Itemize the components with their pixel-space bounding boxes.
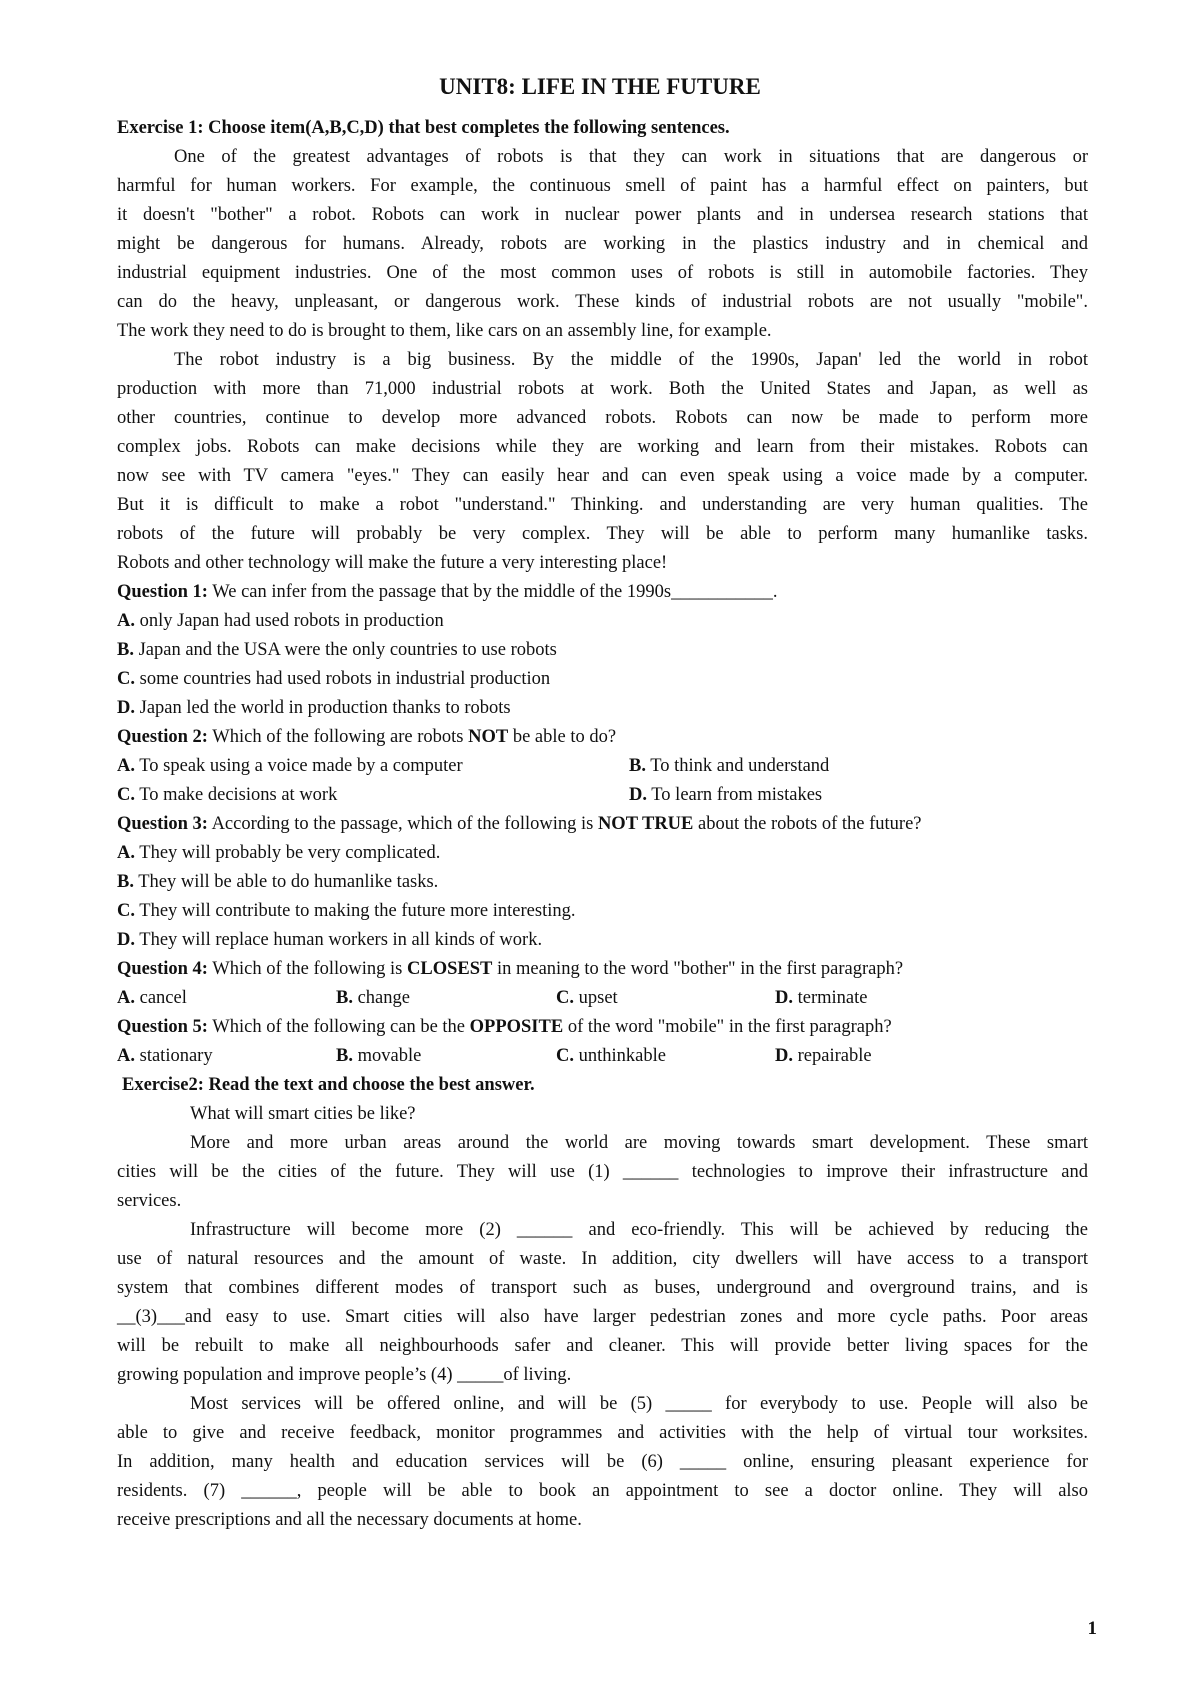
text-line: industrial equipment industries. One of the most common uses of robots is still in automobile factories. They [117,263,1088,283]
question-4: Question 4: Which of the following is CLOSEST in meaning to the word "bother" in the first paragraph? [117,959,904,979]
option-a: A. only Japan had used robots in production [117,611,444,631]
page-title: UNIT8: LIFE IN THE FUTURE [439,74,761,99]
text-line: system that combines different modes of transport such as buses, underground and overground trains, and is [117,1278,1088,1298]
ex2-paragraph-2 [117,1216,1088,1390]
question-5: Question 5: Which of the following can be the OPPOSITE of the word "mobile" in the first paragraph? [117,1017,892,1037]
option-d: D. repairable [775,1046,872,1066]
options-row [117,752,1088,781]
text-line: The robot industry is a big business. By the middle of the 1990s, Japan' led the world in robot [174,350,1088,370]
option-b: B. Japan and the USA were the only countries to use robots [117,640,557,660]
text-line: now see with TV camera "eyes." They can easily hear and can even speak using a voice made by a computer. [117,466,1088,486]
text-line: __(3)___and easy to use. Smart cities will also have larger pedestrian zones and more cycle paths. Poor areas [117,1307,1088,1327]
option-d: D. terminate [775,988,868,1008]
page-number: 1 [1087,1618,1097,1639]
question-2: Question 2: Which of the following are robots NOT be able to do? [117,727,617,747]
exercise-1-heading: Exercise 1: Choose item(A,B,C,D) that best completes the following sentences. [117,118,730,138]
question-3: Question 3: According to the passage, which of the following is NOT TRUE about the robots of the future? [117,814,922,834]
text-line: robots of the future will probably be very complex. They will be able to perform many humanlike tasks. [117,524,1088,544]
content [117,114,1088,1535]
option-a: A. They will probably be very complicated. [117,843,441,863]
question-1: Question 1: We can infer from the passage that by the middle of the 1990s___________. [117,582,778,602]
ex2-paragraph-3 [117,1390,1088,1535]
text-line: production with more than 71,000 industrial robots at work. Both the United States and Japan, as well as [117,379,1088,399]
option-a: A. cancel [117,988,187,1008]
text-line: But it is difficult to make a robot "understand." Thinking. and understanding are very human qualities. The [117,495,1088,515]
text-line: Robots and other technology will make the future a very interesting place! [117,553,668,573]
text-line: Infrastructure will become more (2) ______ and eco-friendly. This will be achieved by reducing the [190,1220,1088,1240]
text-line: other countries, continue to develop more advanced robots. Robots can now be made to perform more [117,408,1088,428]
text-line: The work they need to do is brought to them, like cars on an assembly line, for example. [117,321,772,341]
option-b: B. movable [336,1046,422,1066]
text-line: More and more urban areas around the world are moving towards smart development. These smart [190,1133,1088,1153]
option-c: C. some countries had used robots in industrial production [117,669,551,689]
options-row [117,1042,1088,1071]
option-a: A. To speak using a voice made by a computer [117,756,463,776]
text-line: In addition, many health and education services will be (6) _____ online, ensuring pleasant experience for [117,1452,1088,1472]
text-line: can do the heavy, unpleasant, or dangerous work. These kinds of industrial robots are not usually "mobile". [117,292,1088,312]
ex1-paragraph-2 [117,346,1088,578]
text-line: might be dangerous for humans. Already, robots are working in the plastics industry and in chemical and [117,234,1088,254]
text-line: it doesn't "bother" a robot. Robots can work in nuclear power plants and in undersea research stations that [117,205,1088,225]
option-b: B. change [336,988,410,1008]
text-line: able to give and receive feedback, monitor programmes and activities with the help of virtual tour worksites. [117,1423,1088,1443]
text-line: Most services will be offered online, and will be (5) _____ for everybody to use. People will also be [190,1394,1088,1414]
text-line: receive prescriptions and all the necessary documents at home. [117,1510,582,1530]
text-line: growing population and improve people’s (4) _____of living. [117,1365,572,1385]
option-d: D. To learn from mistakes [629,785,823,805]
option-c: C. unthinkable [556,1046,666,1066]
option-b: B. They will be able to do humanlike tasks. [117,872,439,892]
text-line: cities will be the cities of the future. They will use (1) ______ technologies to improve their infrastructure and [117,1162,1088,1182]
options-row [117,781,1088,810]
options-row [117,984,1088,1013]
option-d: D. Japan led the world in production thanks to robots [117,698,511,718]
text-line: services. [117,1191,182,1211]
passage-title: What will smart cities be like? [190,1104,416,1124]
option-c: C. They will contribute to making the future more interesting. [117,901,576,921]
text-line: residents. (7) ______, people will be able to book an appointment to see a doctor online. They will also [117,1481,1088,1501]
option-b: B. To think and understand [629,756,830,776]
text-line: harmful for human workers. For example, the continuous smell of paint has a harmful effect on painters, but [117,176,1088,196]
ex2-paragraph-1 [117,1129,1088,1216]
option-c: C. To make decisions at work [117,785,338,805]
text-line: One of the greatest advantages of robots is that they can work in situations that are dangerous or [174,147,1088,167]
option-d: D. They will replace human workers in all kinds of work. [117,930,543,950]
ex1-paragraph-1 [117,143,1088,346]
option-a: A. stationary [117,1046,213,1066]
text-line: complex jobs. Robots can make decisions while they are working and learn from their mistakes. Robots can [117,437,1088,457]
text-line: use of natural resources and the amount of waste. In addition, city dwellers will have access to a transport [117,1249,1088,1269]
option-c: C. upset [556,988,618,1008]
text-line: will be rebuilt to make all neighbourhoods safer and cleaner. This will provide better living spaces for the [117,1336,1088,1356]
exercise-2-heading: Exercise2: Read the text and choose the best answer. [122,1075,535,1095]
